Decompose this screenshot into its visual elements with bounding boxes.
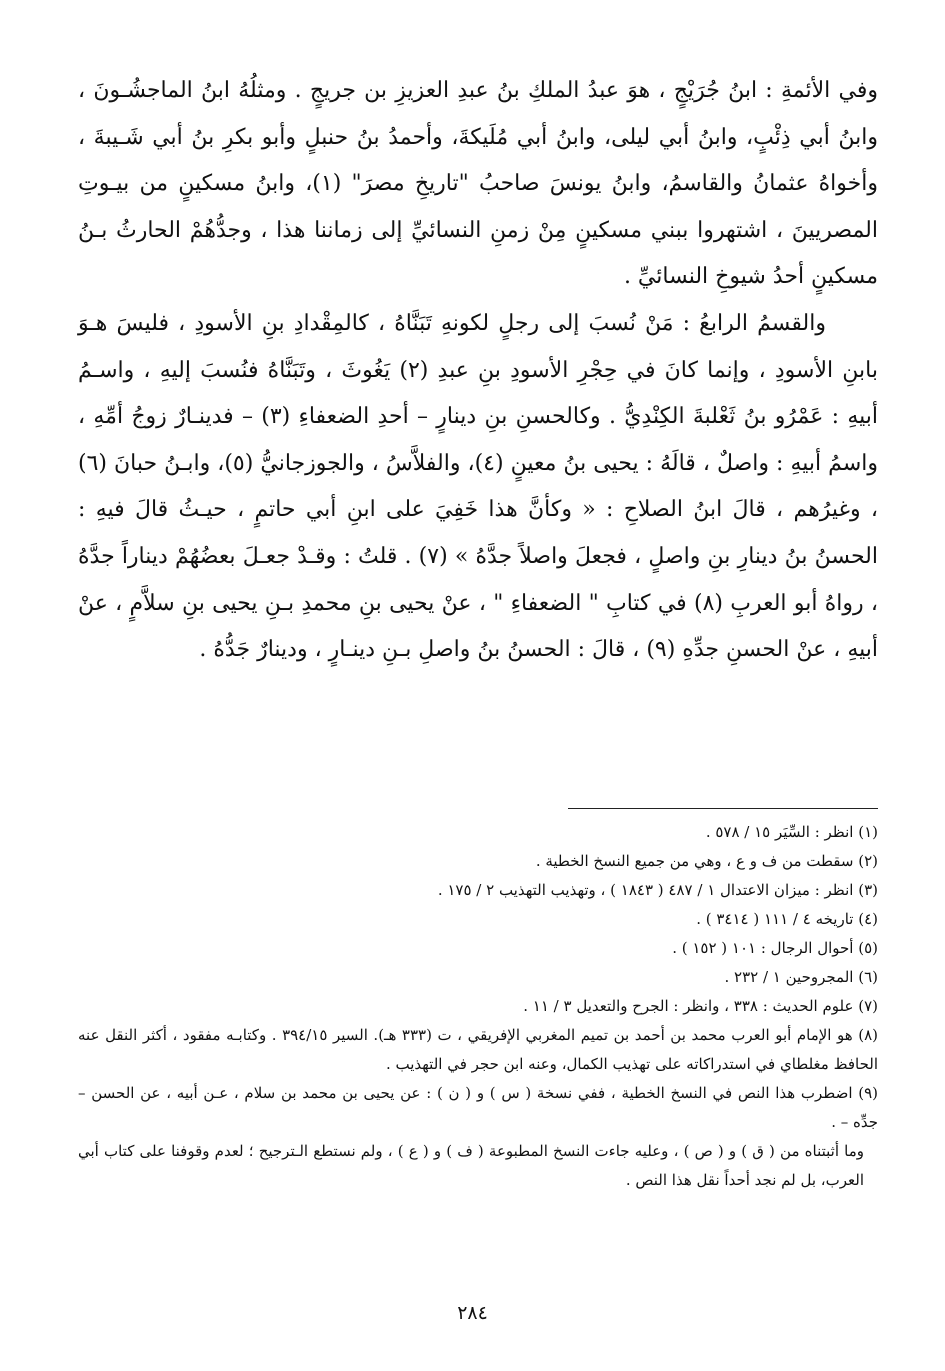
footnote-6: (٦) المجروحين ١ / ٢٣٢ . (724, 968, 878, 986)
footnote-5: (٥) أحوال الرجال : ١٠١ ( ١٥٢ ) . (672, 939, 878, 957)
paragraph-2: والقسمُ الرابعُ : مَنْ نُسبَ إلى رجلٍ لكونهِ تَبَنَّاهُ ، كالمِقْدادِ بنِ الأسودِ ، فليسَ هـوَ بابنِ الأسودِ ، وإنما كانَ في حِجْرِ الأسودِ بنِ عبدِ (٢) يَغُوثَ ، وتَبَنَّاهُ فنُسبَ إليهِ ، واسـمُ أبيهِ : عَمْرُو بنُ ثَعْلبةَ الكِنْدِيُّ . وكالحسنِ بنِ دينارٍ – أحدِ الضعفاءِ (٣) – فدينـارٌ زوجُ أمِّهِ ، واسمُ أبيهِ : واصلٌ ، قالَهُ : يحيى بنُ معينٍ (٤)، والفلاَّسُ ، والجوزجانيُّ (٥)، وابـنُ حبانَ (٦) ، وغيرُهم ، قالَ ابنُ الصلاحِ : « وكأنَّ هذا خَفِيَ على ابنِ أبي حاتمٍ ، حيـثُ قالَ فيهِ : الحسنُ بنُ دينارِ بنِ واصلٍ ، فجعلَ واصلاً جدَّهُ » (٧) . قلتُ : وقـدْ جعـلَ بعضُهُمْ ديناراً جدَّهُ ، رواهُ أبو العربِ (٨) في كتابِ " الضعفاءِ " ، عنْ يحيى بنِ محمدِ بـنِ يحيى بنِ سلاَّمٍ ، عنْ أبيهِ ، عنْ الحسنِ جدِّهِ (٩) ، قالَ : الحسنُ بنُ واصلِ بـنِ دينـارٍ ، ودينارٌ جَدُّهُ . (78, 310, 878, 663)
main-text (78, 68, 878, 674)
footnote-3: (٣) انظر : ميزان الاعتدال ١ / ٤٨٧ ( ١٨٤٣ ) ، وتهذيب التهذيب ٢ / ١٧٥ . (437, 881, 878, 899)
footnotes (78, 818, 878, 1195)
paragraph-1: وفي الأئمةِ : ابنُ جُرَيْجٍ ، هوَ عبدُ الملكِ بنُ عبدِ العزيزِ بن جريجٍ . ومثلُهُ ابنُ الماجشُـونَ ، وابنُ أبي ذِئْبٍ، وابنُ أبي ليلى، وابنُ أبي مُلَيكةَ، وأحمدُ بنُ حنبلٍ وأبو بكرِ بنُ أبي شَـيبةَ ، وأخواهُ عثمانُ والقاسمُ، وابنُ يونسَ صاحبُ "تاريخِ مصرَ" (١)، وابنُ مسكينٍ من بيـوتِ المصريينَ ، اشتهروا ببني مسكينٍ مِنْ زمنِ النسائيِّ إلى زماننا هذا ، وجدُّهُمْ الحارثُ بـنُ مسكينٍ أحدُ شيوخِ النسائيِّ . (78, 78, 878, 290)
footnote-2: (٢) سقطت من ف و ع ، وهي من جميع النسخ الخطية . (535, 852, 878, 870)
footnote-4: (٤) تاريخه ٤ / ١١١ ( ٣٤١٤ ) . (696, 910, 878, 928)
footnote-1: (١) انظر : السِّيَر ١٥ / ٥٧٨ . (705, 823, 878, 841)
footnote-separator (568, 808, 878, 809)
page-number: ٢٨٤ (457, 1302, 488, 1324)
footnote-8: (٨) هو الإمام أبو العرب محمد بن أحمد بن تميم المغربي الإفريقي ، ت (٣٣٣ هـ). السير ٣٩٤/١٥ . وكتابـه مفقود ، أكثر النقل عنه الحافظ مغلطاي في استدراكاته على تهذيب الكمال، وعنه ابن حجر في التهذيب . (78, 1026, 878, 1073)
footnote-9-continuation: وما أثبتناه من ( ق ) و ( ص ) ، وعليه جاءت النسخ المطبوعة ( ف ) و ( ع ) ، ولم نستطع الـترجيح ؛ لعدم وقوفنا على كتاب أبي العرب، بل لم نجد أحداً نقل هذا النص . (78, 1142, 864, 1189)
footnote-9: (٩) اضطرب هذا النص في النسخ الخطية ، ففي نسخة ( س ) و ( ن ) : عن يحيى بن محمد بن سلام ، عـن أبيه ، عن الحسن – جدِّه – . (78, 1084, 878, 1131)
footnote-7: (٧) علوم الحديث : ٣٣٨ ، وانظر : الجرح والتعديل ٣ / ١١ . (523, 997, 878, 1015)
